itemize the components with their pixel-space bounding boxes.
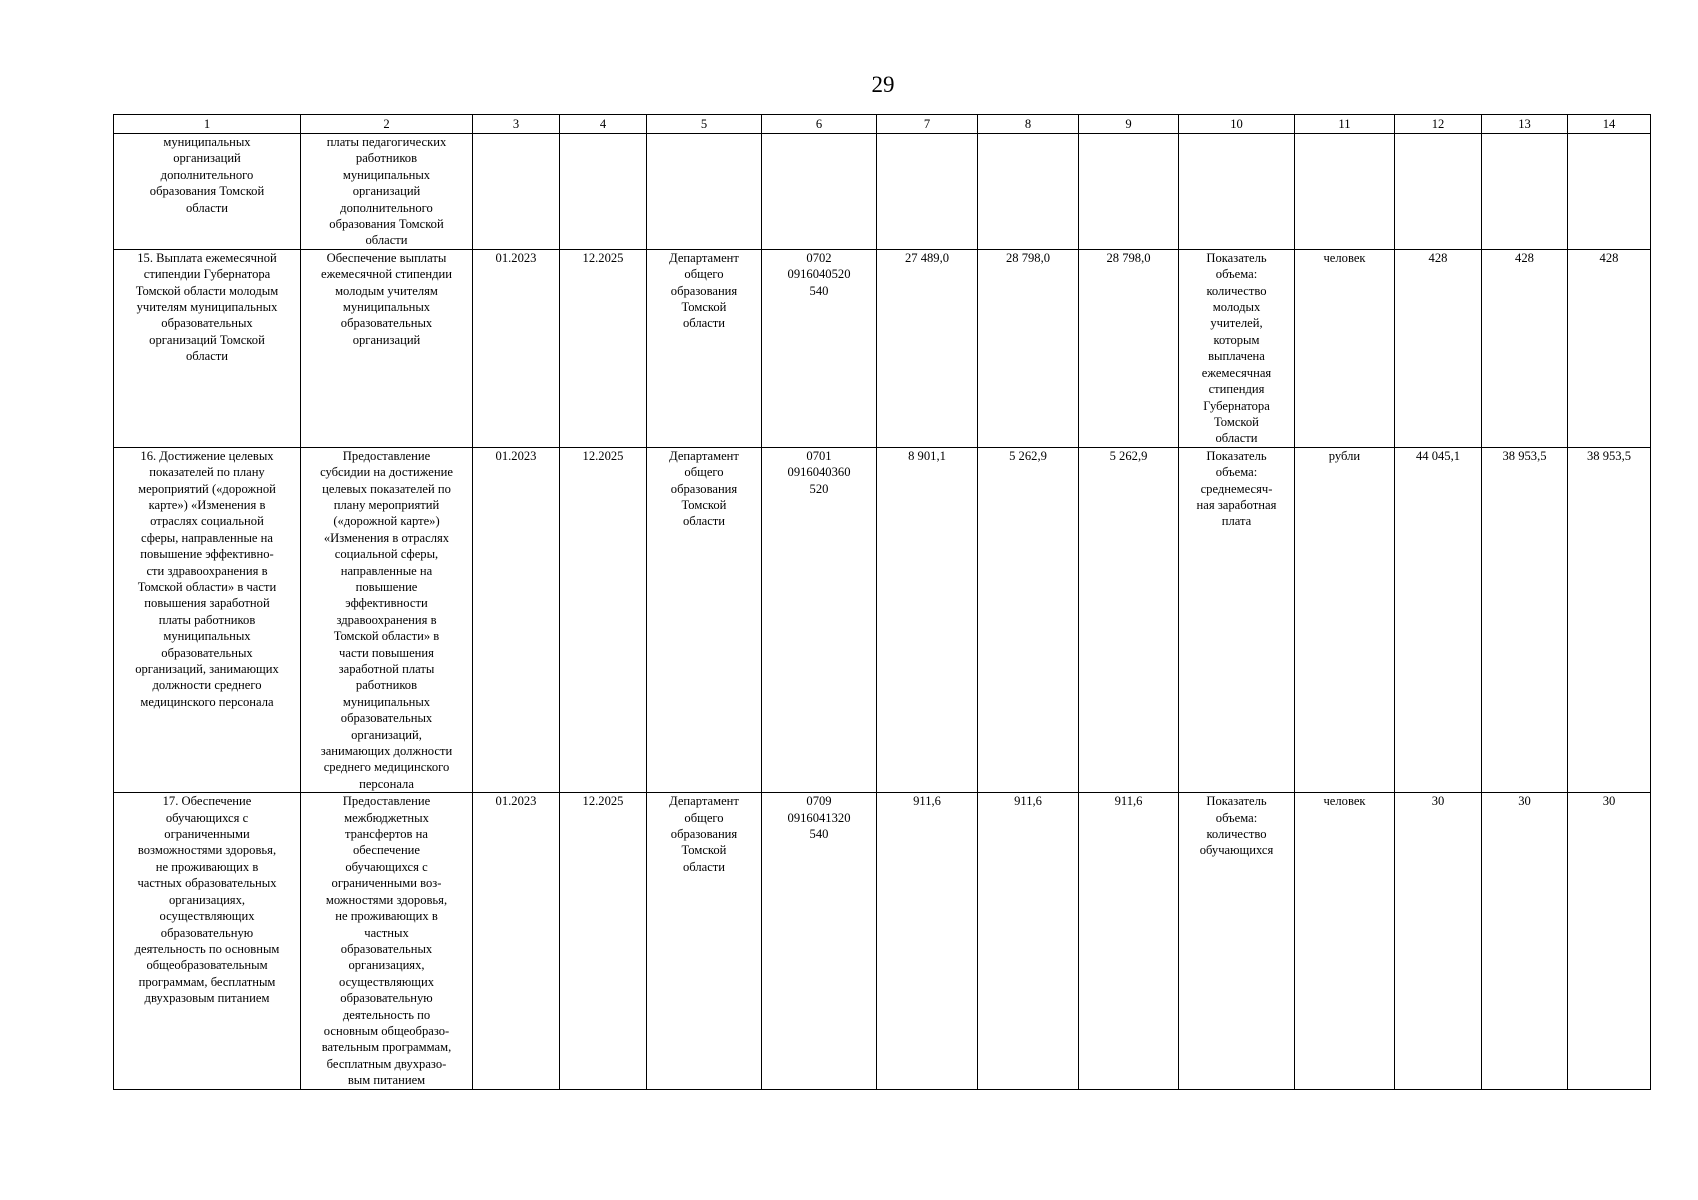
column-header: 2 — [301, 115, 473, 134]
table-cell — [473, 134, 560, 250]
table-cell — [1295, 134, 1395, 250]
table-row — [114, 249, 1651, 447]
table-cell: 911,6 — [1079, 793, 1179, 1089]
table-cell: 38 953,5 — [1568, 447, 1651, 793]
table-cell: 428 — [1395, 249, 1482, 447]
table-cell — [1482, 134, 1568, 250]
table-cell: 38 953,5 — [1482, 447, 1568, 793]
table-cell: платы педагогических работников муниципальных организаций дополнительного образования Томской области — [301, 134, 473, 250]
column-header: 7 — [877, 115, 978, 134]
table-cell: 0709 0916041320 540 — [762, 793, 877, 1089]
table-cell: 428 — [1568, 249, 1651, 447]
table-cell: Департамент общего образования Томской области — [647, 793, 762, 1089]
table-cell: 27 489,0 — [877, 249, 978, 447]
table-cell: 01.2023 — [473, 249, 560, 447]
table-cell: 12.2025 — [560, 793, 647, 1089]
table-cell: 0701 0916040360 520 — [762, 447, 877, 793]
table-cell — [762, 134, 877, 250]
table-cell: Департамент общего образования Томской области — [647, 249, 762, 447]
column-header: 14 — [1568, 115, 1651, 134]
table-cell: 28 798,0 — [978, 249, 1079, 447]
column-header: 5 — [647, 115, 762, 134]
table-cell: человек — [1295, 793, 1395, 1089]
column-header: 3 — [473, 115, 560, 134]
table-cell — [560, 134, 647, 250]
table-cell: 5 262,9 — [1079, 447, 1179, 793]
table-cell: 30 — [1482, 793, 1568, 1089]
page-number: 29 — [871, 72, 895, 97]
table-cell: 428 — [1482, 249, 1568, 447]
table-row — [114, 447, 1651, 793]
column-number-row — [114, 115, 1651, 134]
table-cell: 01.2023 — [473, 447, 560, 793]
column-header: 9 — [1079, 115, 1179, 134]
table-cell: 01.2023 — [473, 793, 560, 1089]
table-cell: 8 901,1 — [877, 447, 978, 793]
table-cell — [647, 134, 762, 250]
table-cell: 911,6 — [877, 793, 978, 1089]
table-cell: Показатель объема: среднемесяч- ная заработная плата — [1179, 447, 1295, 793]
column-header: 8 — [978, 115, 1079, 134]
table-cell: 28 798,0 — [1079, 249, 1179, 447]
table-cell: Обеспечение выплаты ежемесячной стипендии молодым учителям муниципальных образовательных организаций — [301, 249, 473, 447]
column-header: 12 — [1395, 115, 1482, 134]
table-cell: 15. Выплата ежемесячной стипендии Губернатора Томской области молодым учителям муниципальных образовательных организаций Томской области — [114, 249, 301, 447]
table-row — [114, 793, 1651, 1089]
table-row — [114, 134, 1651, 250]
table-cell: Предоставление межбюджетных трансфертов на обеспечение обучающихся с ограниченными воз- можностями здоровья, не проживающих в частных образовательных организациях, осуществляющих образовательную деятельность по основным общеобразо- вательным программам, бесплатным двухразо- вым питанием — [301, 793, 473, 1089]
table-cell: 12.2025 — [560, 447, 647, 793]
table-cell: Департамент общего образования Томской области — [647, 447, 762, 793]
table-cell: 30 — [1568, 793, 1651, 1089]
table-cell: человек — [1295, 249, 1395, 447]
table-cell — [1179, 134, 1295, 250]
table-cell: 30 — [1395, 793, 1482, 1089]
table-cell: 12.2025 — [560, 249, 647, 447]
table-cell: муниципальных организаций дополнительного образования Томской области — [114, 134, 301, 250]
column-header: 10 — [1179, 115, 1295, 134]
table-cell: 16. Достижение целевых показателей по плану мероприятий («дорожной карте») «Изменения в отраслях социальной сферы, направленные на повышение эффективно- сти здравоохранения в Томской области» в части повышения заработной платы работников муниципальных образовательных организаций, занимающих должности среднего медицинского персонала — [114, 447, 301, 793]
table-cell: 17. Обеспечение обучающихся с ограниченными возможностями здоровья, не проживающих в частных образовательных организациях, осуществляющих образовательную деятельность по основным общеобразовательным программам, бесплатным двухразовым питанием — [114, 793, 301, 1089]
table-cell — [1079, 134, 1179, 250]
column-header: 6 — [762, 115, 877, 134]
table-cell: рубли — [1295, 447, 1395, 793]
table-cell: Показатель объема: количество обучающихся — [1179, 793, 1295, 1089]
table-cell — [1568, 134, 1651, 250]
table-cell — [877, 134, 978, 250]
column-header: 1 — [114, 115, 301, 134]
table-cell — [978, 134, 1079, 250]
table-cell: 911,6 — [978, 793, 1079, 1089]
table-cell: 44 045,1 — [1395, 447, 1482, 793]
table-cell: 0702 0916040520 540 — [762, 249, 877, 447]
column-header: 4 — [560, 115, 647, 134]
table-cell: Показатель объема: количество молодых учителей, которым выплачена ежемесячная стипендия Губернатора Томской области — [1179, 249, 1295, 447]
column-header: 11 — [1295, 115, 1395, 134]
table-cell: 5 262,9 — [978, 447, 1079, 793]
column-header: 13 — [1482, 115, 1568, 134]
program-activities-table — [113, 114, 1651, 1090]
table-cell: Предоставление субсидии на достижение целевых показателей по плану мероприятий («дорожной карте») «Изменения в отраслях социальной сферы, направленные на повышение эффективности здравоохранения в Томской области» в части повышения заработной платы работников муниципальных образовательных организаций, занимающих должности среднего медицинского персонала — [301, 447, 473, 793]
table-cell — [1395, 134, 1482, 250]
